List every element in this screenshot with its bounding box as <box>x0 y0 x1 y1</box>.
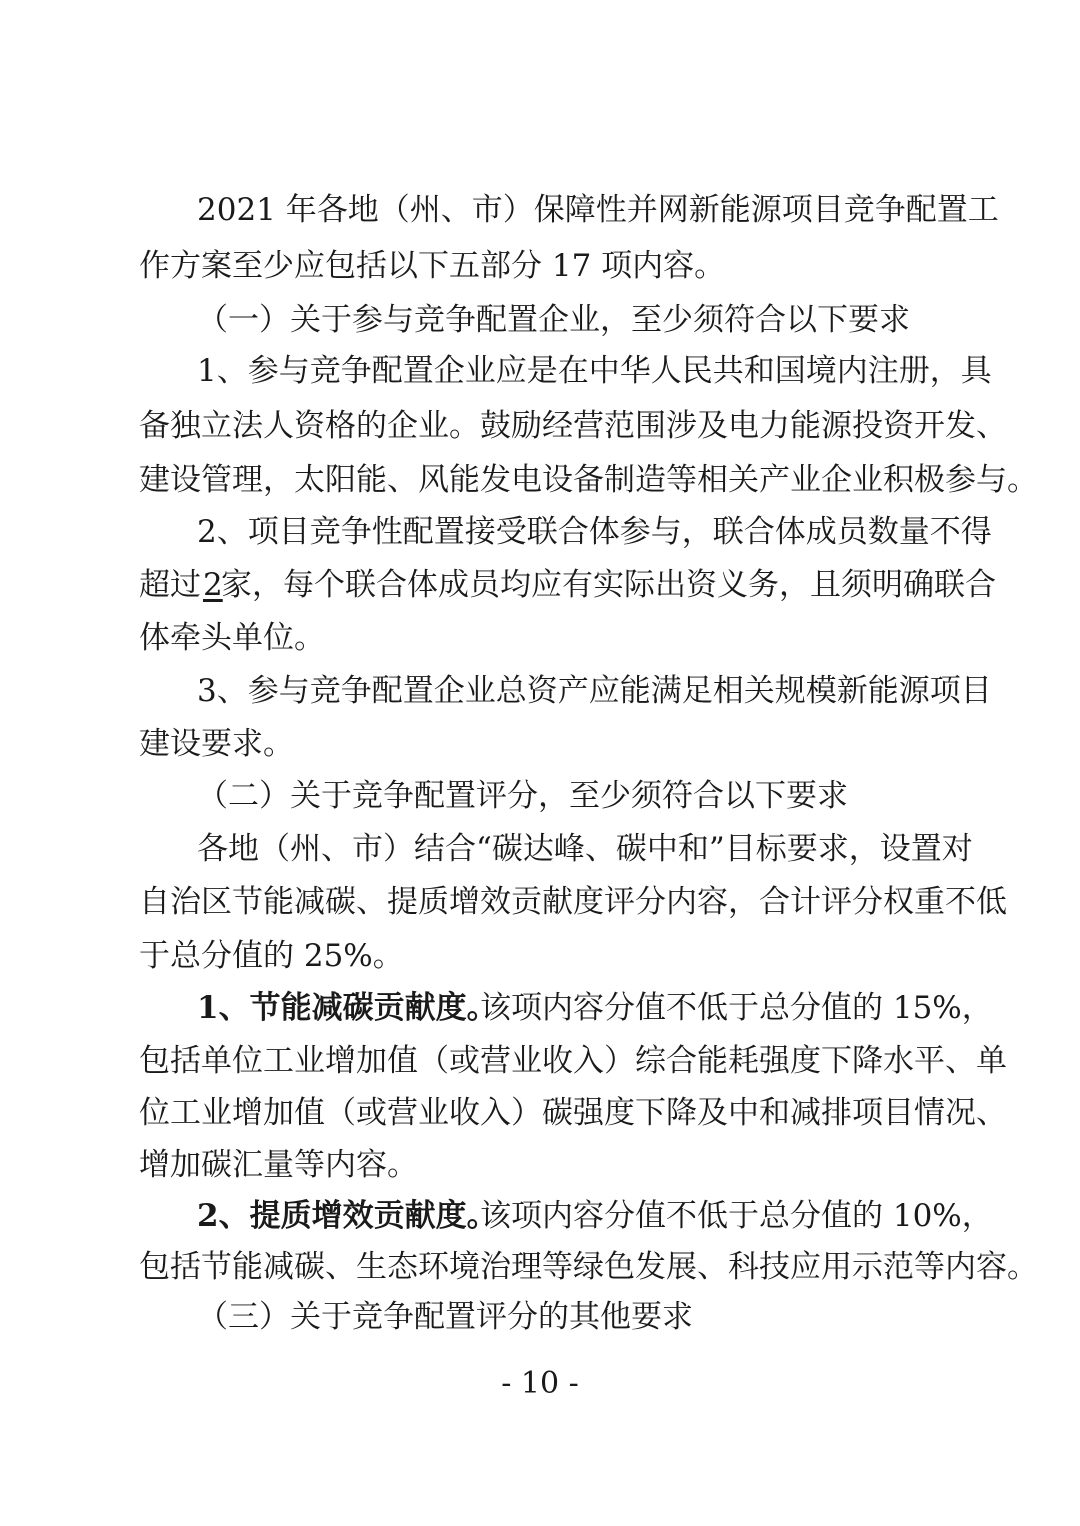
text-line: 3、参与竞争配置企业总资产应能满足相关规模新能源项目 <box>197 673 992 709</box>
section-heading: （三）关于竞争配置评分的其他要求 <box>197 1299 693 1335</box>
text-line: 2、提质增效贡献度。 该项内容分值不低于总分值的 10%， <box>0 1189 1080 1243</box>
section-heading: （一）关于参与竞争配置企业，至少须符合以下要求 <box>197 302 910 338</box>
text-line: 作方案至少应包括以下五部分 17 项内容。 <box>139 248 726 284</box>
section-heading: （二）关于竞争配置评分，至少须符合以下要求 <box>197 778 848 814</box>
text-line: 建设要求。 <box>139 726 294 762</box>
text-line: 建设管理，太阳能、风能发电设备制造等相关产业企业积极参与。 <box>139 462 1038 498</box>
text-line: 各地（州、市）结合“碳达峰、碳中和”目标要求，设置对 <box>197 831 973 867</box>
text-line: 体牵头单位。 <box>139 620 325 656</box>
text-line: 包括单位工业增加值（或营业收入）综合能耗强度下降水平、单 <box>139 1043 1007 1079</box>
text-line: 备独立法人资格的企业。鼓励经营范围涉及电力能源投资开发、 <box>139 408 1007 444</box>
text-line: 位工业增加值（或营业收入）碳强度下降及中和减排项目情况、 <box>139 1095 1007 1131</box>
underlined-number: 2 <box>203 567 223 603</box>
text-line: 于总分值的 25%。 <box>139 938 404 974</box>
text-line: 1、节能减碳贡献度。 该项内容分值不低于总分值的 15%， <box>0 981 1080 1035</box>
bold-lead: 2、提质增效贡献度。 <box>197 1198 498 1234</box>
text-line: 增加碳汇量等内容。 <box>139 1147 418 1183</box>
text-line: 2021 年各地（州、市）保障性并网新能源项目竞争配置工 <box>197 192 999 228</box>
text-line: 自治区节能减碳、提质增效贡献度评分内容，合计评分权重不低 <box>139 884 1007 920</box>
text-line: 包括节能减碳、生态环境治理等绿色发展、科技应用示范等内容。 <box>139 1249 1038 1285</box>
text-line: 1、参与竞争配置企业应是在中华人民共和国境内注册，具 <box>197 353 992 389</box>
text-line: 2、项目竞争性配置接受联合体参与，联合体成员数量不得 <box>197 514 992 550</box>
text-line: 超过 2 家，每个联合体成员均应有实际出资义务，且须明确联合 <box>0 558 1080 612</box>
page-number: - 10 - <box>501 1366 579 1401</box>
bold-lead: 1、节能减碳贡献度。 <box>197 990 498 1026</box>
